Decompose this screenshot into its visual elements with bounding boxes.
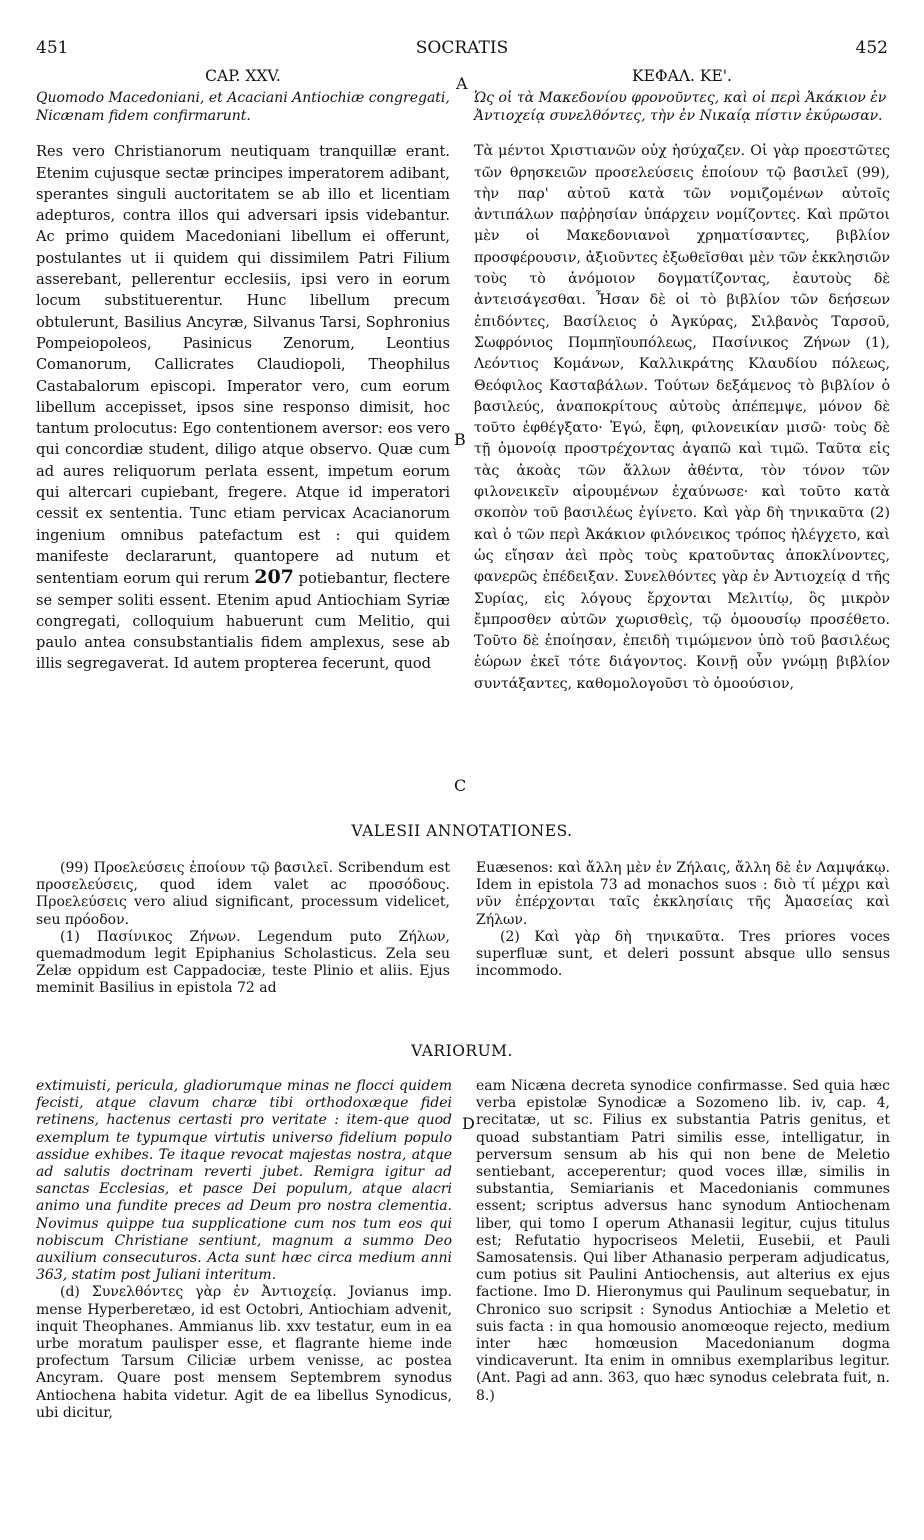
variorum-note-cont bbox=[36, 1078, 452, 1284]
margin-letter-b: B bbox=[454, 430, 466, 449]
latin-chapter-subtitle: Quomodo Macedoniani, et Acaciani Antiochiæ congregati, Nicænam fidem confirmarunt. bbox=[36, 90, 450, 124]
margin-letter-d: D bbox=[462, 1114, 475, 1133]
valesii-note-1-cont: Euæsenos: καὶ ἄλλη μὲν ἐν Ζήλαις, ἄλλη δὲ ἐν Λαμψάκῳ. Idem in epistola 73 ad monachos suos : διὸ τί μέχρι καὶ νῦν ἐπέρχονται ταῖς ἐκκλησίαις τῆς Ἀμασείας καὶ Ζήλων. bbox=[476, 860, 890, 928]
latin-chapter-title: CAP. XXV. bbox=[205, 67, 281, 85]
variorum-left-column bbox=[36, 1078, 452, 1422]
latin-column bbox=[36, 66, 450, 675]
variorum-note-d-cont: eam Nicæna decreta synodice confirmasse. Sed quia hæc verba epistolæ Synodicæ a Sozomeno lib. iv, cap. 4, recitatæ, ut sc. Filius ex substantia Patris genitus, et quoad substantiam Patri similis esse, intelligatur, in perversum sensum ab his qui non bene de Meletio sentiebant, acceperentur; quod voces illæ, similis in substantia, Semiarianis et Macedonianis communes essent; scriptus adversus hanc synodum Antiochenam liber, qui tomo I operum Athanasii legitur, cujus titulus est; Refutatio hypocriseos Meletii, Eusebii, et Pauli Samosatensis. Qui liber Athanasio perperam adjudicatus, cum potius sit Paulini Antiochensis, aut alterius ex ejus factione. Imo D. Hieronymus qui Paulinum sequebatur, in Chronico suo scripsit : Synodus Antiochiæ a Meletio et suis facta : in qua homousio anomœoque rejecto, medium inter hæc homœusion Macedonianum dogma vindicaverunt. Ita enim in omnibus exemplaribus legitur. (Ant. Pagi ad ann. 363, quo hæc synodus celebrata fuit, n. 8.) bbox=[476, 1078, 890, 1404]
latin-body-text: Res vero Christianorum neutiquam tranquillæ erant. Etenim cujusque sectæ principes imperatorem adibant, sperantes singuli auctoritatem se ab illo et licentiam adepturos, contra illos qui adversari ipsis videbantur. Ac primo quidem Macedoniani libellum ei offerunt, postulantes ut ii quidem qui dissimilem Patri Filium asserebant, pellerentur ecclesiis, ipsi vero in eorum locum substituerentur. Hunc libellum precum obtulerunt, Basilius Ancyræ, Silvanus Tarsi, Sophronius Pompeiopoleos, Pasinicus Zenorum, Leontius Comanorum, Callicrates Claudiopoli, Theophilus Castabalorum episcopi. Imperator vero, cum eorum libellum accepisset, ipsos sine responso dimisit, hoc tantum prolocutus: Ego contentionem aversor: eos vero qui concordiæ student, diligo atque observo. Quæ cum ad aures reliquorum perlata essent, impetum eorum qui altercari cupiebant, fregere. Atque id imperatori cessit ex sententia. Tunc etiam pervicax Acacianorum ingenium omnibus patefactum est : qui quidem manifeste declararunt, quantopere ad nutum et sententiam eorum qui rerum bbox=[36, 143, 450, 588]
latin-body bbox=[36, 141, 450, 674]
variorum-heading: VARIORUM. bbox=[411, 1042, 513, 1060]
margin-letter-c: C bbox=[454, 776, 467, 795]
valesii-right-column bbox=[476, 860, 890, 980]
greek-body: Τὰ μέντοι Χριστιανῶν οὐχ ἡσύχαζεν. Οἱ γὰρ προεστῶτες τῶν θρησκειῶν προσελεύσεις ἐποίουν τῷ βασιλεῖ (99), τὴν παρ' αὐτοῦ κατὰ τῶν νομιζομένων αὐτοῖς ἀντιπάλων παῤῥησίαν ὑπάρχειν νομίζοντες. Καὶ πρῶτοι μὲν οἱ Μακεδονιανοὶ χρηματίσαντες, βιβλίον προσφέρουσιν, ἀξιοῦντες ἐξωθεῖσθαι μὲν τῶν ἐκκλησιῶν τοὺς τὸ ἀνόμοιον δογματίζοντας, ἑαυτοὺς δὲ ἀντεισάγεσθαι. Ἦσαν δὲ οἱ τὸ βιβλίον τῶν δεήσεων ἐπιδόντες, Βασίλειος ὁ Ἀγκύρας, Σιλβανὸς Ταρσοῦ, Σωφρόνιος Πομπηϊουπόλεως, Πασίνικος Ζήνων (1), Λεόντιος Κομάνων, Καλλικράτης Κλαυδίου πόλεως, Θεόφιλος Κασταβάλων. Τούτων δεξάμενος τὸ βιβλίον ὁ βασιλεύς, ἀναποκρίτους αὐτοὺς ἀπέπεμψε, μόνον δὲ τοῦτο ἐφθέγξατο· Ἐγώ, ἔφη, φιλονεικίαν μισῶ· τοὺς δὲ τῇ ὁμονοίᾳ προστρέχοντας ἀγαπῶ καὶ τιμῶ. Ταῦτα εἰς τὰς ἀκοὰς τῶν ἄλλων ἀθέντα, τὸν τόνον τῶν φιλονεικεῖν αἱρουμένων ἐχαύνωσε· καὶ τοῦτο κατὰ σκοπὸν τοῦ βασιλέως ἐγίνετο. Καὶ γὰρ δὴ τηνικαῦτα (2) καὶ ὁ τῶν περὶ Ἀκάκιον φιλόνεικος τρόπος ἠλέγχετο, καὶ ὡς εἴησαν ἀεὶ πρὸς τοὺς κρατοῦντας ἀποκλίνοντες, φανερῶς ἐπέδειξαν. Συνελθόντες γὰρ ἐν Ἀντιοχείᾳ d τῆς Συρίας, εἰς λόγους ἔρχονται Μελιτίῳ, ὃς μικρὸν ἔμπροσθεν αὐτῶν χωρισθεὶς, τῷ ὁμοουσίῳ προσέθετο. Τοῦτο δὲ ἐποίησαν, ἐπειδὴ τιμώμενον ὑπὸ τοῦ βασιλέως ἑώρων ἐκεῖ τότε διάγοντος. Κοινῇ οὖν γνώμῃ βιβλίον συντάξαντες, καθομολογοῦσι τὸ ὁμοούσιον, bbox=[474, 143, 890, 692]
margin-letter-a: A bbox=[456, 74, 468, 93]
valesii-note-2: (2) Καὶ γὰρ δὴ τηνικαῦτα. Tres priores voces superfluæ sunt, et deleri possunt absque ullo sensus incommodo. bbox=[476, 928, 890, 980]
greek-column bbox=[474, 66, 890, 695]
valesii-heading: VALESII ANNOTATIONES. bbox=[351, 822, 573, 840]
valesii-note-99: (99) Προελεύσεις ἐποίουν τῷ βασιλεῖ. Scribendum est προσελεύσεις, quod idem valet ac προσόδους. Προελεύσεις vero aliud significant, processum videlicet, seu πρόοδον. bbox=[36, 860, 450, 928]
latin-body-text-2: potiebantur, flectere se semper soliti essent. Etenim apud Antiochiam Syriæ congregati, colloquium habuerunt cum Melitio, qui paulo antea consubstantialis fidem amplexus, sese ab illis segregaverat. Id autem propterea fecerunt, quod bbox=[36, 570, 451, 673]
page-number-left: 451 bbox=[36, 38, 69, 58]
valesii-left-column bbox=[36, 860, 450, 998]
running-title: SOCRATIS bbox=[415, 38, 509, 58]
valesii-note-1: (1) Πασίνικος Ζήνων. Legendum puto Ζήλων, quemadmodum legit Epiphanius Scholasticus. Zela seu Zelæ oppidum est Cappadociæ, teste Plinio et aliis. Ejus meminit Basilius in epistola 72 ad bbox=[36, 928, 450, 997]
variorum-right-column bbox=[476, 1078, 890, 1405]
greek-chapter-subtitle: Ὡς οἱ τὰ Μακεδονίου φρονοῦντες, καὶ οἱ περὶ Ἀκάκιον ἐν Ἀντιοχείᾳ συνελθόντες, τὴν ἐν Νικαίᾳ πίστιν ἐκύρωσαν. bbox=[474, 90, 887, 124]
greek-chapter-title: ΚΕΦΑΛ. ΚΕ'. bbox=[632, 67, 732, 85]
page-number-right: 452 bbox=[855, 38, 888, 58]
variorum-note-cont-text: extimuisti, pericula, gladiorumque minas ne flocci quidem fecisti, atque clavum charæ tibi orthodoxæque fidei retinens, hactenus certasti pro veritate : item-que quod exemplum te typumque virtutis universo fidelium populo assidue exhibes. Te itaque revocat majestas nostra, atque ad salutis doctrinam reverti jubet. Remigra igitur ad sanctas Ecclesias, et pasce Dei populum, atque alacri animo una fundite preces ad Deum pro nostra clementia. Novimus quippe tua supplicatione cum nos tum eos qui nobiscum Christiane sentiunt, magnum a summo Deo auxilium consecuturos. Acta sunt hæc circa medium anni 363, statim post Juliani interitum. bbox=[36, 1078, 452, 1284]
page-marker: 207 bbox=[254, 566, 294, 589]
variorum-note-d: (d) Συνελθόντες γὰρ ἐν Ἀντιοχείᾳ. Jovianus imp. mense Hyperberetæo, id est Octobri, Antiochiam advenit, inquit Theophanes. Ammianus lib. xxv testatur, eum in ea urbe moratum paulisper esse, et flagrante hieme inde profectum Tarsum Ciliciæ urbem venisse, ac postea Ancyram. Quare post mensem Septembrem synodus Antiochena habita videtur. Agit de ea libellus Synodicus, ubi dicitur, bbox=[36, 1284, 452, 1421]
